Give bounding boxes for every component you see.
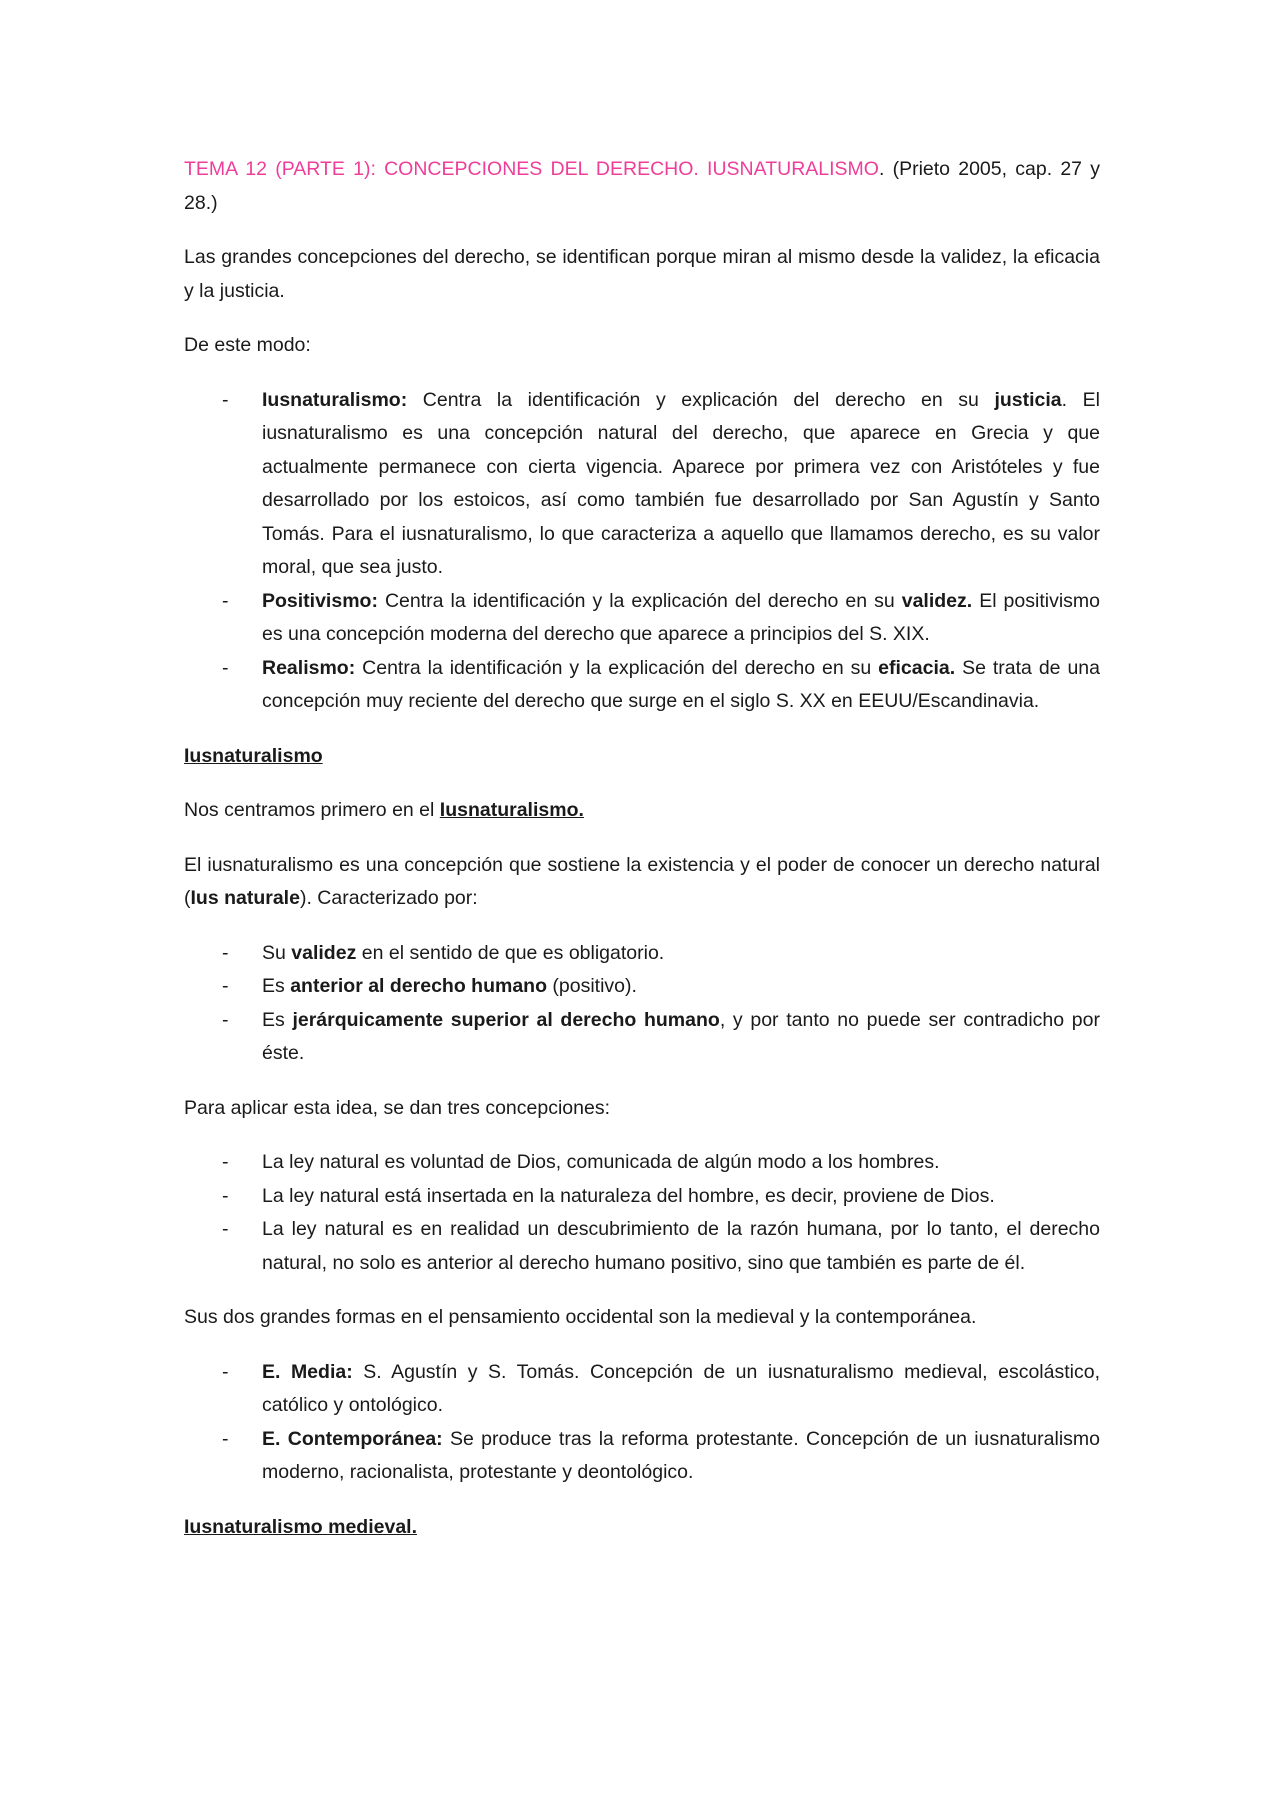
list-item-realismo [184, 652, 1100, 719]
dash-bullet: - [222, 975, 229, 997]
list-item-iusnaturalismo [184, 384, 1100, 585]
term-ius-naturale: Ius naturale [190, 887, 300, 909]
bold-term: jerárquicamente superior al derecho humano [292, 1008, 720, 1031]
item-text: (positivo). [547, 975, 637, 997]
list-item-edad-media [184, 1356, 1100, 1423]
section1-paragraph-2 [184, 849, 1100, 916]
item-text: Su [262, 941, 292, 964]
concepts-list [184, 384, 1100, 719]
dash-bullet: - [222, 589, 229, 612]
intro-paragraph-2: De este modo: [184, 334, 311, 356]
dash-bullet: - [222, 1184, 229, 1207]
item-text: Se produce tras la reforma protestante. Concepción de un iusnaturalismo moderno, racionalista, protestante y deontológico. [262, 1427, 1100, 1483]
section-heading-iusnaturalismo-medieval [184, 1511, 1100, 1545]
term-positivismo: Positivismo: [262, 589, 378, 612]
document-body [184, 153, 1100, 1565]
dash-bullet: - [222, 1151, 229, 1173]
bold-term: anterior al derecho humano [290, 975, 547, 997]
list-item [184, 970, 1100, 1004]
term-justicia: justicia [994, 388, 1062, 411]
term-iusnaturalismo: Iusnaturalismo: [262, 388, 408, 411]
item-text: Es [262, 1008, 293, 1031]
term-realismo: Realismo: [262, 656, 356, 679]
forms-list [184, 1356, 1100, 1490]
paragraph-text: El iusnaturalismo es una concepción que sostiene la existencia y el poder de conocer un derecho natural ( [184, 853, 1100, 909]
list-item-positivismo [184, 585, 1100, 652]
dash-bullet: - [222, 941, 229, 964]
document-title: TEMA 12 (PARTE 1): CONCEPCIONES DEL DERECHO. IUSNATURALISMO [184, 158, 879, 180]
dash-bullet: - [222, 388, 229, 411]
dash-bullet: - [222, 1008, 229, 1031]
item-text: S. Agustín y S. Tomás. Concepción de un iusnaturalismo medieval, escolástico, católico y ontológico. [262, 1360, 1100, 1416]
dash-bullet: - [222, 1360, 229, 1383]
item-text: El positivismo es una concepción moderna del derecho que aparece a principios del S. XIX. [262, 589, 1100, 645]
document-title-paragraph [184, 153, 1100, 220]
item-text: Es [262, 975, 291, 997]
item-text: , y por tanto no puede ser contradicho por éste. [262, 1008, 1100, 1064]
term-eficacia: eficacia. [878, 656, 956, 679]
item-text: Centra la identificación y la explicación del derecho en su [355, 656, 879, 679]
dash-bullet: - [222, 1218, 229, 1240]
item-text: La ley natural es voluntad de Dios, comunicada de algún modo a los hombres. [262, 1151, 940, 1173]
list-item [184, 937, 1100, 971]
item-text: . El iusnaturalismo es una concepción natural del derecho, que aparece en Grecia y que actualmente permanece con cierta vigencia. Aparece por primera vez con Aristóteles y fue desarrollado por los estoicos, así como también fue desarrollado por San Agustín y Santo Tomás. Para el iusnaturalismo, lo que caracteriza a aquello que llamamos derecho, es su valor moral, que sea justo. [262, 388, 1100, 578]
conceptions-list [184, 1146, 1100, 1280]
term-edad-contemporanea: E. Contemporánea: [262, 1427, 443, 1450]
item-text: La ley natural es en realidad un descubrimiento de la razón humana, por lo tanto, el derecho natural, no solo es anterior al derecho humano positivo, sino que también es parte de él. [262, 1218, 1100, 1274]
item-text: La ley natural está insertada en la naturaleza del hombre, es decir, proviene de Dios. [262, 1184, 995, 1207]
item-text: en el sentido de que es obligatorio. [356, 941, 665, 964]
list-item [184, 1004, 1100, 1071]
paragraph-two-forms: Sus dos grandes formas en el pensamiento occidental son la medieval y la contemporánea. [184, 1306, 977, 1328]
dash-bullet: - [222, 1427, 229, 1450]
dash-bullet: - [222, 656, 229, 679]
term-edad-media: E. Media: [262, 1360, 353, 1383]
bold-term: validez [291, 941, 357, 964]
paragraph-text: Nos centramos primero en el [184, 799, 440, 821]
list-item-edad-contemporanea [184, 1423, 1100, 1490]
section-heading-text: Iusnaturalismo medieval. [184, 1515, 418, 1538]
list-item [184, 1213, 1100, 1280]
term-validez: validez. [901, 589, 973, 612]
title-reference: . (Prieto 2005, cap. 27 y 28.) [184, 158, 1100, 214]
intro-paragraph: Las grandes concepciones del derecho, se identifican porque miran al mismo desde la validez, la eficacia y la justicia. [184, 246, 1100, 302]
section-heading-iusnaturalismo [184, 740, 1100, 774]
item-text: Se trata de una concepción muy reciente del derecho que surge en el siglo S. XX en EEUU/Escandinavia. [262, 656, 1100, 712]
underlined-term: Iusnaturalismo. [439, 799, 584, 821]
characteristics-list [184, 937, 1100, 1071]
list-item [184, 1180, 1100, 1214]
section1-paragraph-1 [184, 794, 1100, 828]
item-text: Centra la identificación y la explicación del derecho en su [377, 589, 902, 612]
paragraph-three-conceptions: Para aplicar esta idea, se dan tres concepciones: [184, 1096, 611, 1119]
item-text: Centra la identificación y explicación del derecho en su [407, 388, 995, 411]
section-heading-text: Iusnaturalismo [184, 744, 323, 767]
paragraph-text: ). Caracterizado por: [299, 887, 478, 909]
list-item [184, 1146, 1100, 1180]
